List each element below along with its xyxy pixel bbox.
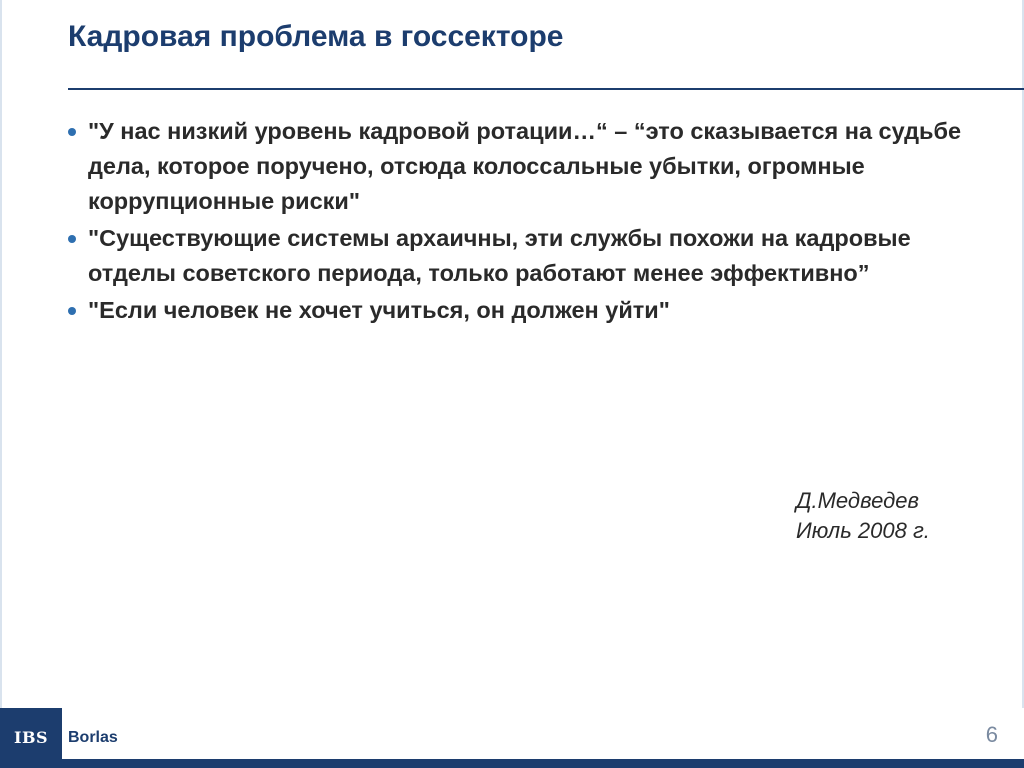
bullet-dot-icon [68,307,76,315]
page-number: 6 [985,722,998,747]
slide-footer [0,708,1024,768]
bullet-dot-icon [68,235,76,243]
signature-author: Д.Медведев [796,488,919,513]
slide-title: Кадровая проблема в госсекторе [68,20,564,53]
ibs-logo [0,708,62,768]
bullet-text: "У нас низкий уровень кадровой ротации…“ – “это сказывается на судьбе дела, которое поручено, отсюда колоссальные убытки, огромные коррупционные риски" [88,118,962,214]
brand-name: Borlas [68,729,118,746]
bullet-text: "Если человек не хочет учиться, он должен уйти" [88,297,670,323]
title-divider [68,88,1024,90]
logo-text: IBS [13,728,49,747]
bullet-list [66,114,996,330]
footer-bar [62,759,1024,768]
bullet-item [66,114,996,219]
bullet-item [66,293,996,328]
signature-date: Июль 2008 г. [796,518,930,543]
bullet-text: "Существующие системы архаичны, эти службы похожи на кадровые отделы советского периода, только работают менее эффективно” [88,225,911,286]
quote-signature [796,486,930,546]
bullet-dot-icon [68,128,76,136]
bullet-item [66,221,996,291]
slide-border-left [0,0,2,708]
